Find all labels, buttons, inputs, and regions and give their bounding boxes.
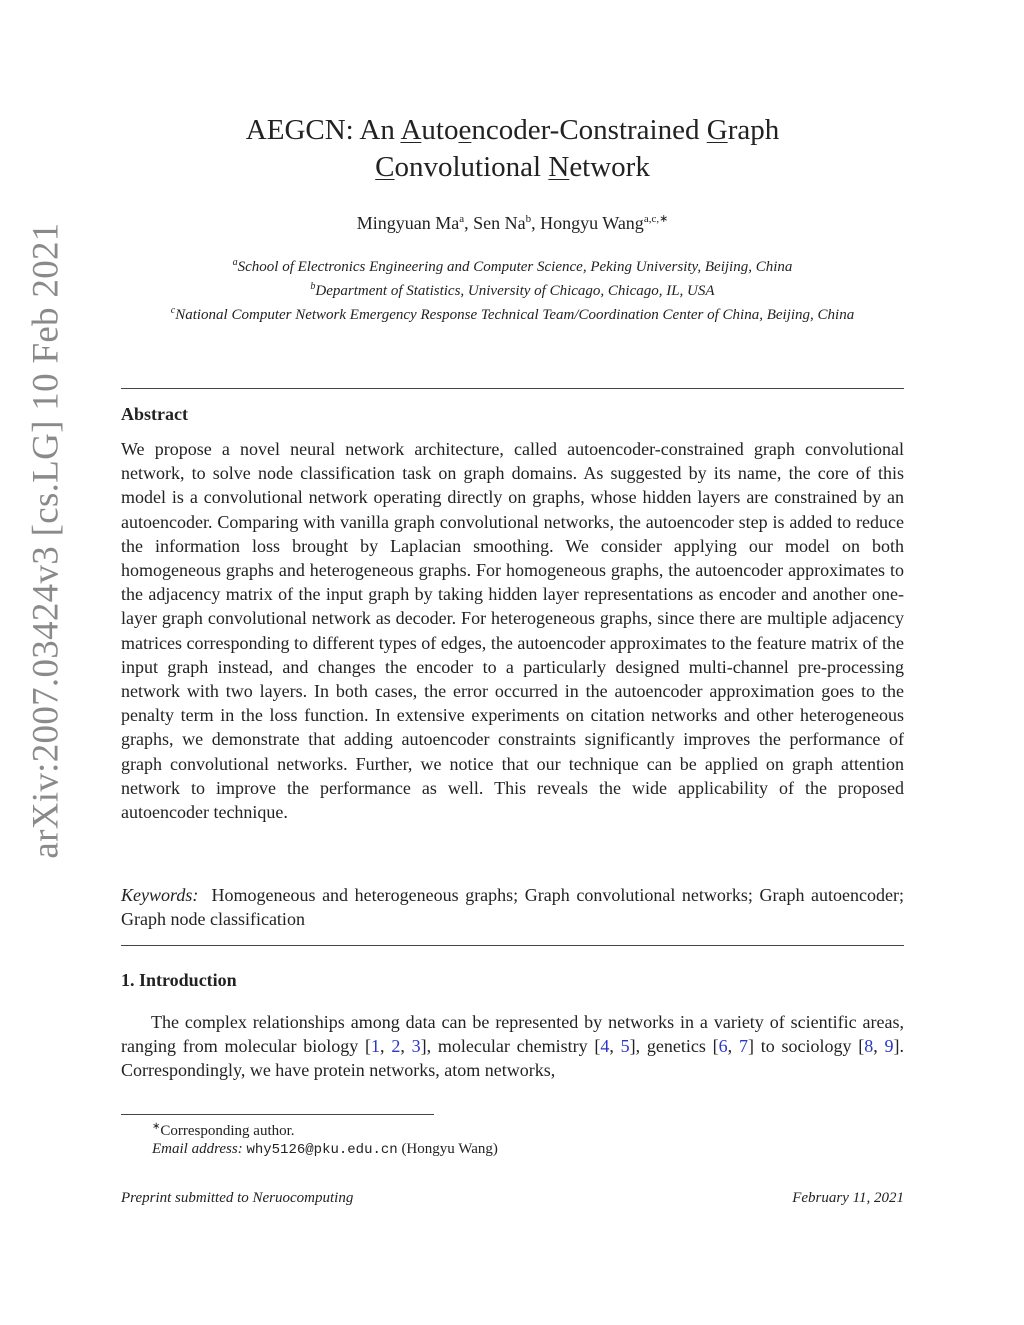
citation-link[interactable]: 4 <box>600 1036 610 1057</box>
arxiv-sidebar <box>14 120 78 960</box>
footer-date: February 11, 2021 <box>792 1190 904 1206</box>
citation-link[interactable]: 7 <box>738 1036 748 1057</box>
abstract-heading: Abstract <box>121 404 188 424</box>
section-heading-introduction: 1. Introduction <box>121 970 237 990</box>
affiliation-b: $^b$Department of Statistics, University of Chicago, Chicago, IL, USA <box>310 281 715 299</box>
keywords-text: Homogeneous and heterogeneous graphs; Graph convolutional networks; Graph autoencoder; Graph node classification <box>121 885 904 930</box>
author-name: Sen Na <box>473 213 526 233</box>
paper-title <box>121 112 904 186</box>
keywords <box>121 883 904 931</box>
title-line-2: Convolutional Network <box>375 151 650 183</box>
abstract-body: We propose a novel neural network architecture, called autoencoder-constrained graph convolutional network, to solve node classification task on graph domains. As suggested by its name, the core of this model is a convolutional network operating directly on graphs, whose hidden layers are constrained by an autoencoder. Comparing with vanilla graph convolutional networks, the autoencoder step is added to reduce the information loss brought by Laplacian smoothing. We consider applying our model on both homogeneous graphs and heterogeneous graphs. For homogeneous graphs, the autoencoder approximates to the adjacency matrix of the input graph by taking hidden layer representations as encoder and another one-layer graph convolutional network as decoder. For heterogeneous graphs, since there are multiple adjacency matrices corresponding to different types of edges, the autoencoder approximates to the feature matrix of the input graph instead, and changes the encoder to a particularly designed multi-channel pre-processing network with two layers. In both cases, the error occurred in the autoencoder approximation goes to the penalty term in the loss function. In extensive experiments on citation networks and other heterogeneous graphs, we demonstrate that adding autoencoder constraints significantly improves the performance of graph convolutional networks. Further, we notice that our technique can be applied on graph attention network to improve the performance as well. This reveals the wide applicability of the proposed autoencoder technique. <box>121 439 904 823</box>
author-name: Hongyu Wang <box>540 213 644 233</box>
footnote-divider <box>121 1114 434 1115</box>
citation-link[interactable]: 9 <box>884 1036 894 1057</box>
title-line-1: AEGCN: An Autoencoder-Constrained Graph <box>245 114 780 146</box>
footnote-email: Email address: why5126@pku.edu.cn (Hongyu Wang) <box>152 1141 498 1158</box>
citation-link[interactable]: 3 <box>411 1036 421 1057</box>
citation-link[interactable]: 6 <box>718 1036 728 1057</box>
citation-link[interactable]: 1 <box>371 1036 381 1057</box>
footer-preprint-note: Preprint submitted to Neruocomputing <box>121 1190 354 1206</box>
email-link[interactable]: why5126@pku.edu.cn <box>246 1142 398 1158</box>
keywords-label: Keywords: <box>121 885 199 905</box>
introduction-paragraph: The complex relationships among data can be represented by networks in a variety of scientific areas, ranging from molecular biology [1, 2, 3], molecular chemistry [4, 5], genetics [6, 7] to sociology [8, 9]. Correspondingly, we have protein networks, atom networks, <box>121 1012 905 1081</box>
affiliations <box>121 253 904 325</box>
author-name: Mingyuan Ma <box>356 213 460 233</box>
affiliation-a: $^a$School of Electronics Engineering and Computer Science, Peking University, Beijing, China <box>232 257 793 275</box>
affiliation-c: $^c$National Computer Network Emergency Response Technical Team/Coordination Center of China, Beijing, China <box>170 305 855 323</box>
arxiv-identifier: arXiv:2007.03424v3 [cs.LG] 10 Feb 2021 <box>25 221 67 859</box>
divider-top <box>121 388 904 389</box>
footnote-corresponding: ∗Corresponding author. <box>152 1121 295 1139</box>
citation-link[interactable]: 8 <box>864 1036 874 1057</box>
author-list: Mingyuan Ma$^a$, Sen Na$^b$, Hongyu Wang$^{a,c,∗}$ <box>356 213 669 233</box>
divider-bottom <box>121 945 904 946</box>
citation-link[interactable]: 2 <box>391 1036 401 1057</box>
citation-link[interactable]: 5 <box>620 1036 630 1057</box>
